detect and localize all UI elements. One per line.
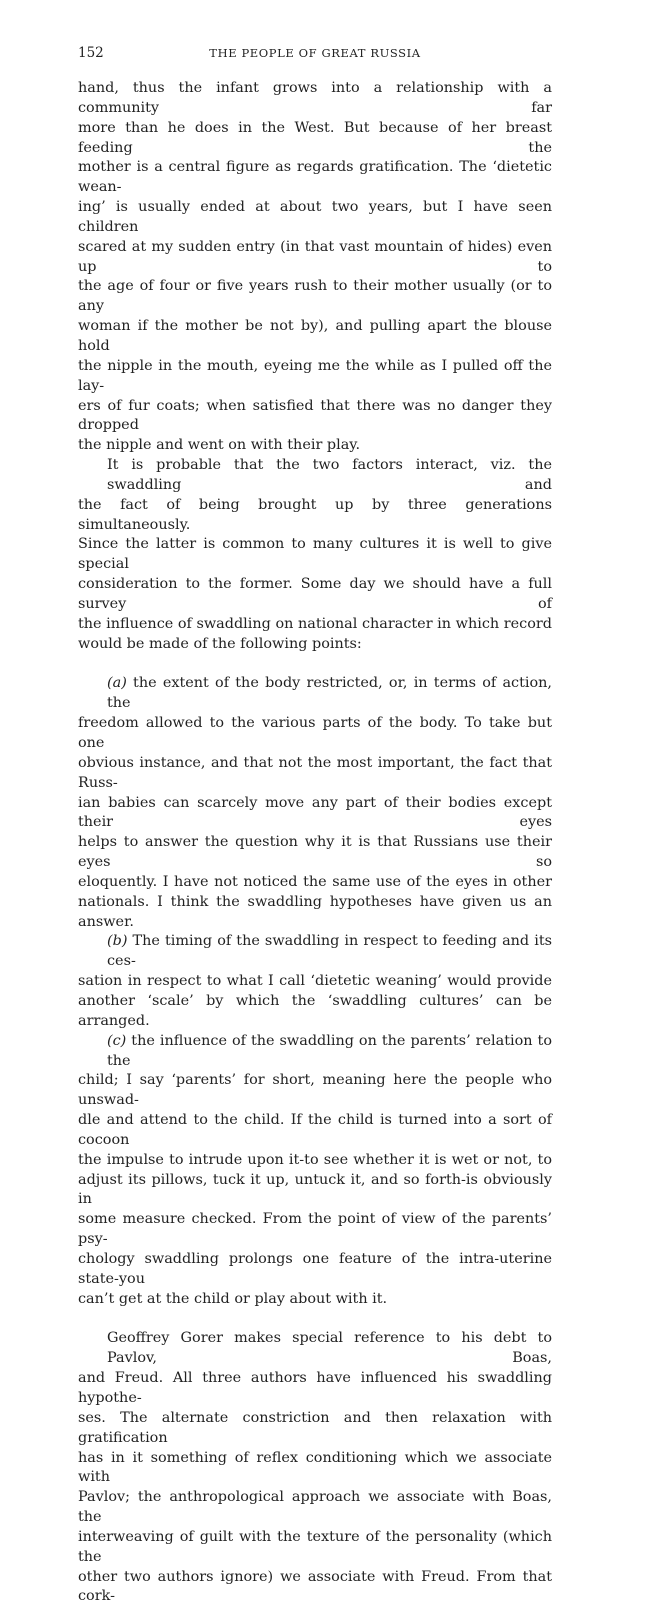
text-line: ing’ is usually ended at about two years, but I have seen children (78, 199, 552, 235)
text-line: freedom allowed to the various parts of the body. To take but one (78, 715, 552, 751)
text-line: more than he does in the West. But because of her breast feeding the (78, 119, 552, 156)
text-line: eloquently. I have not noticed the same use of the eyes in other (78, 873, 552, 890)
point-label: (b) (107, 933, 128, 950)
point-label: (a) (107, 675, 127, 692)
text-line: the influence of swaddling on national character in which record (78, 615, 552, 632)
line-text: the extent of the body restricted, or, in terms of action, the (107, 675, 552, 712)
running-head (78, 43, 552, 63)
text-line: Geoffrey Gorer makes special reference to his debt to Pavlov, Boas, (107, 1330, 552, 1367)
text-line: can’t get at the child or play about with it. (78, 1290, 388, 1307)
text-line: ses. The alternate constriction and then relaxation with gratification (78, 1409, 552, 1446)
text-line: the nipple and went on with their play. (78, 437, 361, 454)
text-line: the fact of being brought up by three generations simultaneously. (78, 496, 552, 533)
paragraph-point-a (78, 674, 552, 932)
text-line: consideration to the former. Some day we should have a full survey of (78, 576, 552, 612)
point-label: (c) (107, 1032, 127, 1049)
text-line: child; I say ‘parents’ for short, meaning here the people who unswad- (78, 1072, 552, 1109)
text-line: woman if the mother be not by), and pulling apart the blouse hold (78, 318, 552, 354)
text-line (78, 1032, 552, 1072)
text-line: the age of four or five years rush to their mother usually (or to any (78, 278, 552, 315)
text-line (78, 674, 552, 714)
section-gap (78, 654, 552, 674)
paragraph (78, 1329, 552, 1607)
text-line: Since the latter is common to many cultures it is well to give special (78, 536, 552, 573)
body-text (78, 79, 552, 1607)
section-gap (78, 1309, 552, 1329)
text-line: adjust its pillows, tuck it up, untuck it, and so forth-is obviously in (78, 1171, 552, 1208)
text-line: chology swaddling prolongs one feature of the intra-uterine state-you (78, 1250, 552, 1287)
paragraph-point-c (78, 1032, 552, 1310)
text-line: has in it something of reflex conditioning which we associate with (78, 1449, 552, 1486)
text-line: the nipple in the mouth, eyeing me the while as I pulled off the lay- (78, 357, 552, 394)
text-line: hand, thus the infant grows into a relationship with a community far (78, 80, 552, 116)
text-line: dle and attend to the child. If the child is turned into a sort of cocoon (78, 1112, 552, 1148)
text-line: ers of fur coats; when satisfied that there was no danger they dropped (78, 397, 552, 434)
text-line: the impulse to intrude upon it-to see whether it is wet or not, to (78, 1151, 552, 1168)
text-line: interweaving of guilt with the texture of the personality (which the (78, 1528, 552, 1565)
running-title: THE PEOPLE OF GREAT RUSSIA (209, 46, 421, 60)
text-line: and Freud. All three authors have influenced his swaddling hypothe- (78, 1370, 552, 1406)
paragraph (78, 456, 552, 654)
paragraph (78, 79, 552, 456)
page-number: 152 (78, 45, 104, 61)
text-line: mother is a central figure as regards gratification. The ‘dietetic wean- (78, 159, 552, 196)
text-line: ian babies can scarcely move any part of their bodies except their eyes (78, 794, 552, 831)
text-line: nationals. I think the swaddling hypotheses have given us an answer. (78, 893, 552, 930)
text-line: scared at my sudden entry (in that vast mountain of hides) even up to (78, 238, 552, 275)
line-text: the influence of the swaddling on the parents’ relation to the (107, 1032, 552, 1069)
text-line: It is probable that the two factors interact, viz. the swaddling and (107, 457, 552, 493)
text-line: sation in respect to what I call ‘dietetic weaning’ would provide (78, 973, 552, 990)
text-line: obvious instance, and that not the most important, the fact that Russ- (78, 754, 552, 791)
text-line: another ‘scale’ by which the ‘swaddling cultures’ can be arranged. (78, 992, 552, 1029)
text-line: helps to answer the question why it is that Russians use their eyes so (78, 834, 552, 871)
text-line: some measure checked. From the point of view of the parents’ psy- (78, 1211, 552, 1248)
text-line (78, 932, 552, 972)
paragraph-point-b (78, 932, 552, 1031)
text-line: would be made of the following points: (78, 635, 362, 652)
text-line: other two authors ignore) we associate with Freud. From that cork- (78, 1568, 552, 1605)
text-line: Pavlov; the anthropological approach we associate with Boas, the (78, 1489, 552, 1526)
line-text: The timing of the swaddling in respect to feeding and its ces- (107, 933, 552, 970)
